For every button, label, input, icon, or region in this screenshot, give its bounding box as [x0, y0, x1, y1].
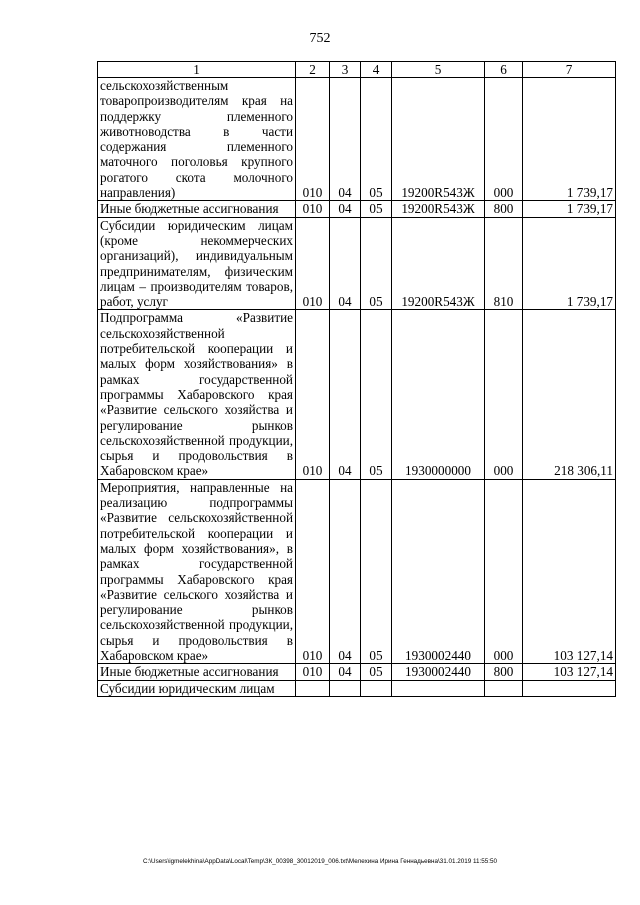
ministry-code: 010 [296, 664, 330, 680]
target-article-code: 1930002440 [392, 479, 485, 664]
section-code: 04 [330, 201, 361, 217]
table-row [98, 680, 616, 696]
amount: 103 127,14 [523, 479, 616, 664]
column-header: 3 [330, 62, 361, 78]
file-path-footer: C:\Users\igmelekhina\AppData\Local\Temp\ЗК_00398_30012019_006.txt\Мелехина Ирина Геннадьевна\31.01.2019 11:55:50 [142, 858, 498, 865]
table-row [98, 78, 616, 201]
subsection-code: 05 [361, 78, 392, 201]
page-number: 752 [309, 31, 331, 46]
row-description: сельскохозяйственным товаропроизводителям края на поддержку племенного животноводства в части содержания племенного маточного поголовья крупного рогатого скота молочного направления) [98, 78, 296, 201]
target-article-code: 19200R543Ж [392, 201, 485, 217]
section-code: 04 [330, 310, 361, 479]
amount: 218 306,11 [523, 310, 616, 479]
column-header: 7 [523, 62, 616, 78]
table-header-row [98, 62, 616, 78]
row-description: Субсидии юридическим лицам (кроме некоммерческих организаций), индивидуальным предпринимателям, физическим лицам – производителям товаров, работ, услуг [98, 217, 296, 310]
row-description: Иные бюджетные ассигнования [98, 201, 296, 217]
target-article-code: 19200R543Ж [392, 78, 485, 201]
amount [523, 680, 616, 696]
amount: 1 739,17 [523, 201, 616, 217]
table-row [98, 479, 616, 664]
section-code: 04 [330, 664, 361, 680]
expense-type-code: 810 [485, 217, 523, 310]
section-code: 04 [330, 217, 361, 310]
expense-type-code: 800 [485, 664, 523, 680]
column-header: 1 [98, 62, 296, 78]
section-code: 04 [330, 479, 361, 664]
table-row [98, 217, 616, 310]
expense-type-code: 000 [485, 310, 523, 479]
target-article-code [392, 680, 485, 696]
subsection-code [361, 680, 392, 696]
ministry-code [296, 680, 330, 696]
column-header: 2 [296, 62, 330, 78]
expense-type-code: 800 [485, 201, 523, 217]
column-header: 5 [392, 62, 485, 78]
table-row [98, 201, 616, 217]
row-description: Подпрограмма «Развитие сельскохозяйственной потребительской кооперации и малых форм хозяйствования» в рамках государственной программы Хабаровского края «Развитие сельского хозяйства и регулирование рынков сельскохозяйственной продукции, сырья и продовольствия в Хабаровском крае» [98, 310, 296, 479]
ministry-code: 010 [296, 479, 330, 664]
row-description: Мероприятия, направленные на реализацию подпрограммы «Развитие сельскохозяйственной потребительской кооперации и малых форм хозяйствования», в рамках государственной программы Хабаровского края «Развитие сельского хозяйства и регулирование рынков сельскохозяйственной продукции, сырья и продовольствия в Хабаровском крае» [98, 479, 296, 664]
row-description: Иные бюджетные ассигнования [98, 664, 296, 680]
table-row [98, 664, 616, 680]
expense-type-code: 000 [485, 78, 523, 201]
amount: 1 739,17 [523, 78, 616, 201]
column-header: 4 [361, 62, 392, 78]
expense-type-code [485, 680, 523, 696]
subsection-code: 05 [361, 664, 392, 680]
subsection-code: 05 [361, 217, 392, 310]
section-code: 04 [330, 78, 361, 201]
ministry-code: 010 [296, 310, 330, 479]
section-code [330, 680, 361, 696]
table-row [98, 310, 616, 479]
budget-table [97, 61, 616, 697]
amount: 1 739,17 [523, 217, 616, 310]
subsection-code: 05 [361, 479, 392, 664]
subsection-code: 05 [361, 201, 392, 217]
target-article-code: 1930002440 [392, 664, 485, 680]
amount: 103 127,14 [523, 664, 616, 680]
ministry-code: 010 [296, 78, 330, 201]
ministry-code: 010 [296, 201, 330, 217]
target-article-code: 19200R543Ж [392, 217, 485, 310]
subsection-code: 05 [361, 310, 392, 479]
column-header: 6 [485, 62, 523, 78]
expense-type-code: 000 [485, 479, 523, 664]
ministry-code: 010 [296, 217, 330, 310]
target-article-code: 1930000000 [392, 310, 485, 479]
row-description: Субсидии юридическим лицам [98, 680, 296, 696]
